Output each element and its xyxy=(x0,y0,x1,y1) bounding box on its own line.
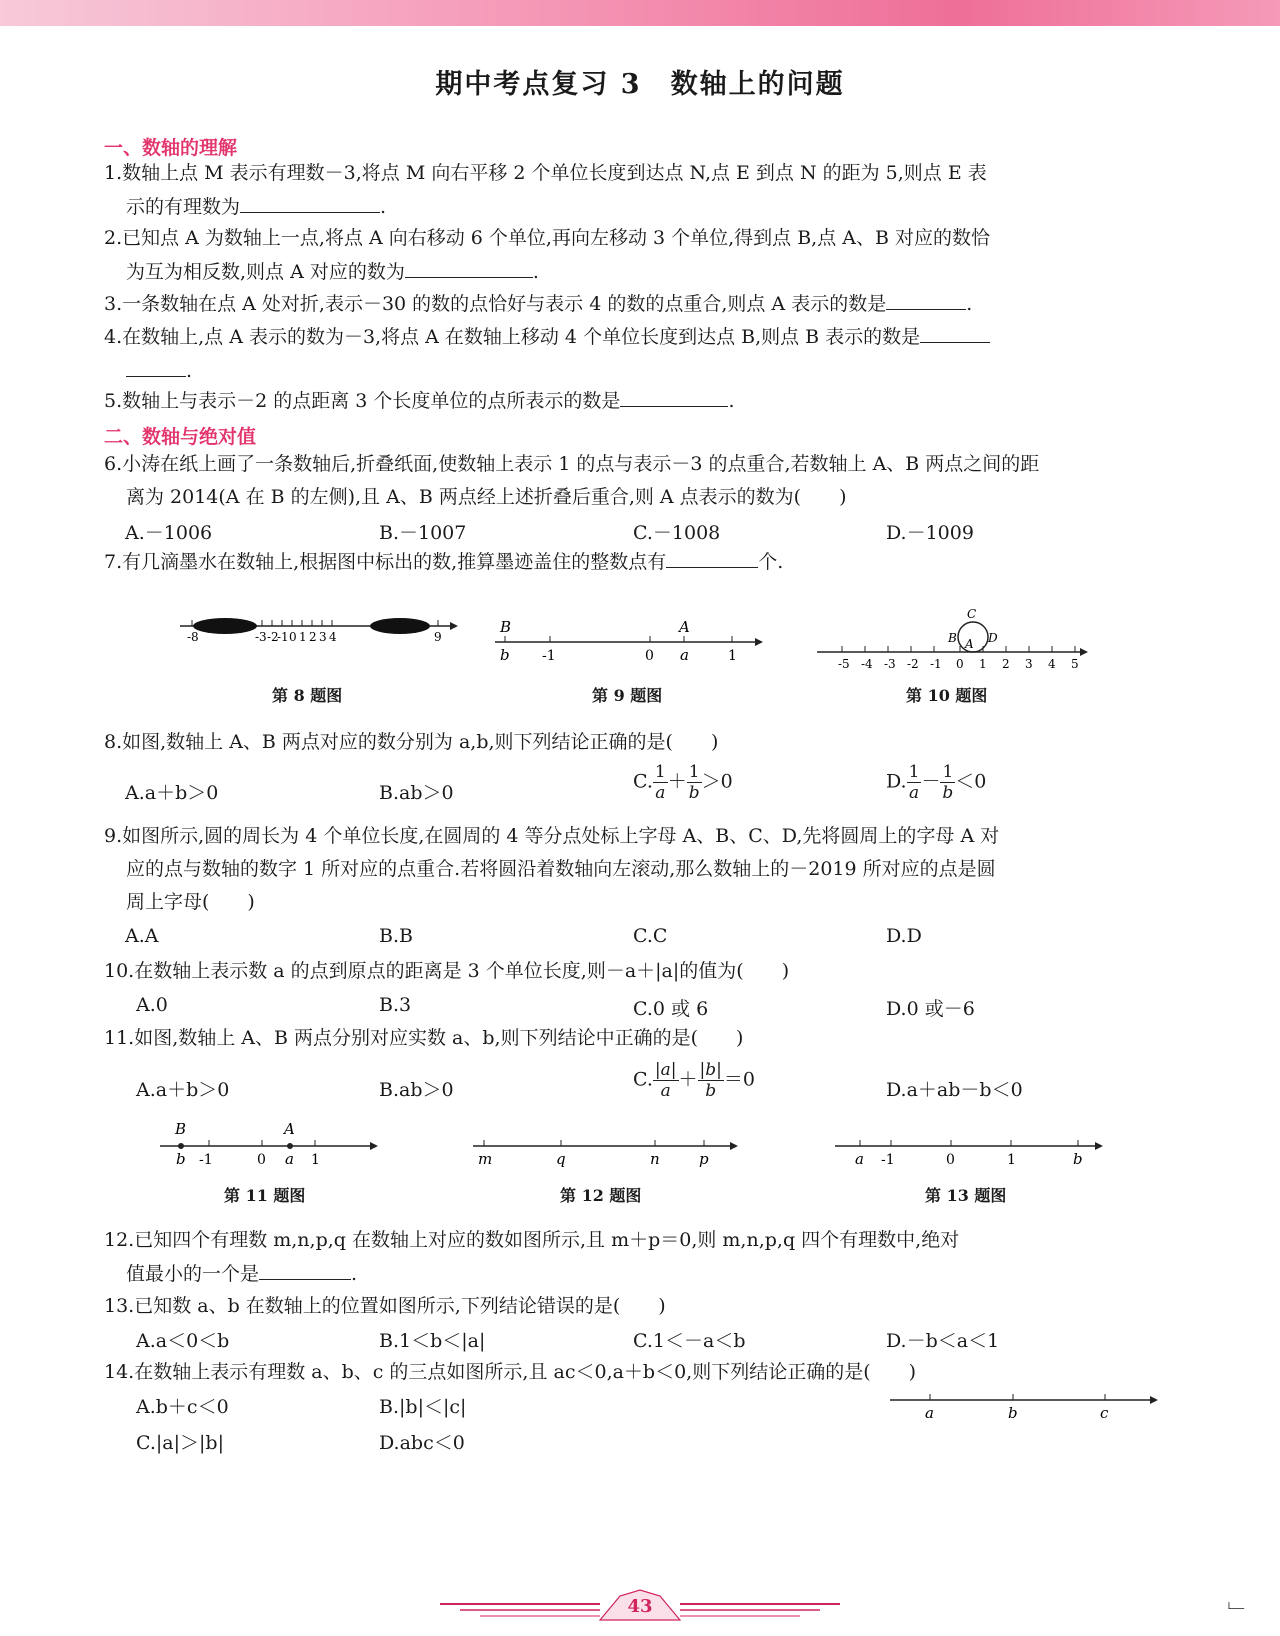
svg-text:-3: -3 xyxy=(884,657,896,670)
q2-line2: 为互为相反数,则点 A 对应的数为 xyxy=(126,261,405,283)
question-11: 11.如图,数轴上 A、B 两点分别对应实数 a、b,则下列结论中正确的是( ) xyxy=(104,1027,744,1049)
svg-text:-1: -1 xyxy=(277,630,289,644)
svg-text:q: q xyxy=(556,1150,566,1168)
svg-text:-1: -1 xyxy=(199,1152,213,1168)
svg-text:A: A xyxy=(679,620,690,636)
question-1: 1.数轴上点 M 表示有理数－3,将点 M 向右平移 2 个单位长度到达点 N,点 E 到点 N 的距为 5,则点 E 表 示的有理数为 . xyxy=(104,162,987,218)
q11-option-d[interactable]: D.a＋ab－b＜0 xyxy=(886,1079,1023,1101)
caption-fig10: 第 10 题图 xyxy=(906,686,988,705)
q1-line1: 1.数轴上点 M 表示有理数－3,将点 M 向右平移 2 个单位长度到达点 N,点 E 到点 N 的距为 5,则点 E 表 xyxy=(104,162,987,184)
q6-option-a[interactable]: A.－1006 xyxy=(125,522,213,544)
svg-text:A: A xyxy=(284,1120,295,1138)
q9-option-a[interactable]: A.A xyxy=(125,925,159,947)
q13-option-a[interactable]: A.a＜0＜b xyxy=(136,1330,230,1352)
svg-text:5: 5 xyxy=(1071,657,1079,670)
svg-text:a: a xyxy=(855,1150,864,1168)
ink-blot-right xyxy=(370,618,430,634)
svg-text:B: B xyxy=(500,620,512,636)
figure-8 xyxy=(170,600,460,660)
figure-12 xyxy=(468,1130,748,1170)
svg-text:A: A xyxy=(965,637,974,651)
svg-text:-1: -1 xyxy=(542,648,556,664)
q6-option-d[interactable]: D.－1009 xyxy=(886,522,974,544)
ink-blot-left xyxy=(193,618,257,634)
q10-option-b[interactable]: B.3 xyxy=(379,994,412,1016)
q13-option-b[interactable]: B.1＜b＜|a| xyxy=(379,1330,486,1352)
svg-text:-1: -1 xyxy=(881,1152,895,1168)
svg-text:-2: -2 xyxy=(907,657,919,670)
q10-option-a[interactable]: A.0 xyxy=(136,994,168,1016)
q4-answer-blank-a[interactable] xyxy=(920,320,990,343)
fig8-label-left: -8 xyxy=(187,630,199,644)
q4-answer-blank-b[interactable] xyxy=(126,354,186,377)
q14-option-d[interactable]: D.abc＜0 xyxy=(379,1432,465,1454)
svg-text:c: c xyxy=(1100,1404,1109,1422)
svg-text:0: 0 xyxy=(946,1152,955,1168)
q14-option-c[interactable]: C.|a|＞|b| xyxy=(136,1432,224,1454)
caption-fig9: 第 9 题图 xyxy=(592,686,663,705)
svg-text:-1: -1 xyxy=(930,657,942,670)
svg-text:C: C xyxy=(967,607,977,621)
corner-mark: ﹂ xyxy=(1228,1602,1251,1627)
svg-text:1: 1 xyxy=(979,657,987,670)
svg-text:b: b xyxy=(500,646,510,664)
question-7: 7.有几滴墨水在数轴上,根据图中标出的数,推算墨迹盖住的整数点有 个. xyxy=(104,545,1164,579)
q1-answer-blank[interactable] xyxy=(240,190,380,213)
question-10: 10.在数轴上表示数 a 的点到原点的距离是 3 个单位长度,则－a＋|a|的值为( ) xyxy=(104,960,790,982)
q5-answer-blank[interactable] xyxy=(620,384,728,407)
q3-answer-blank[interactable] xyxy=(886,287,966,310)
question-9: 9.如图所示,圆的周长为 4 个单位长度,在圆周的 4 等分点处标上字母 A、B、C、D,先将圆周上的字母 A 对 应的点与数轴的数字 1 所对应的点重合.若将圆沿着数轴向左滚动,那么数轴上的－2019 所对应的点是圆 周上字母( ) xyxy=(104,825,1000,913)
q9-option-c[interactable]: C.C xyxy=(633,925,668,947)
section-heading-2: 二、数轴与绝对值 xyxy=(104,426,257,448)
svg-text:n: n xyxy=(650,1150,660,1168)
svg-text:B: B xyxy=(948,631,957,645)
figure-13 xyxy=(830,1130,1110,1170)
svg-text:-3: -3 xyxy=(255,630,267,644)
figure-14 xyxy=(885,1386,1165,1426)
svg-text:-4: -4 xyxy=(861,657,873,670)
question-8: 8.如图,数轴上 A、B 两点对应的数分别为 a,b,则下列结论正确的是( ) xyxy=(104,731,719,753)
question-13: 13.已知数 a、b 在数轴上的位置如图所示,下列结论错误的是( ) xyxy=(104,1295,666,1317)
question-2: 2.已知点 A 为数轴上一点,将点 A 向右移动 6 个单位,再向左移动 3 个单位,得到点 B,点 A、B 对应的数恰 为互为相反数,则点 A 对应的数为 . xyxy=(104,227,990,283)
q8-option-a[interactable]: A.a＋b＞0 xyxy=(125,782,219,804)
caption-fig11: 第 11 题图 xyxy=(224,1186,306,1205)
svg-text:B: B xyxy=(175,1120,187,1138)
svg-text:0: 0 xyxy=(257,1152,266,1168)
caption-fig8: 第 8 题图 xyxy=(272,686,343,705)
q8-option-c[interactable]: C. $\frac{1}{a}$ ＋ $\frac{1}{b}$ ＞0 xyxy=(633,762,733,803)
svg-text:1: 1 xyxy=(299,630,307,644)
svg-text:2: 2 xyxy=(1002,657,1010,670)
svg-text:1: 1 xyxy=(311,1152,320,1168)
svg-text:b: b xyxy=(176,1150,186,1168)
figure-9 xyxy=(490,620,770,670)
svg-text:4: 4 xyxy=(329,630,337,644)
svg-text:0: 0 xyxy=(956,657,964,670)
svg-text:D: D xyxy=(988,631,998,645)
svg-text:2: 2 xyxy=(309,630,317,644)
question-4: 4.在数轴上,点 A 表示的数为－3,将点 A 在数轴上移动 4 个单位长度到达点 B,则点 B 表示的数是 . xyxy=(104,320,1164,388)
q14-option-a[interactable]: A.b＋c＜0 xyxy=(136,1396,229,1418)
q14-option-b[interactable]: B.|b|＜|c| xyxy=(379,1396,467,1418)
q9-option-d[interactable]: D.D xyxy=(886,925,922,947)
question-5: 5.数轴上与表示－2 的点距离 3 个长度单位的点所表示的数是 . xyxy=(104,384,1164,418)
svg-text:b: b xyxy=(1008,1404,1018,1422)
top-color-band xyxy=(0,0,1280,26)
svg-text:1: 1 xyxy=(728,648,737,664)
svg-text:3: 3 xyxy=(1025,657,1033,670)
svg-text:3: 3 xyxy=(319,630,327,644)
page-number: 43 xyxy=(627,1596,653,1617)
q8-option-b[interactable]: B.ab＞0 xyxy=(379,782,454,804)
svg-text:0: 0 xyxy=(289,630,297,644)
q8-option-d[interactable]: D. $\frac{1}{a}$ － $\frac{1}{b}$ ＜0 xyxy=(886,762,987,803)
caption-fig13: 第 13 题图 xyxy=(925,1186,1007,1205)
question-12: 12.已知四个有理数 m,n,p,q 在数轴上对应的数如图所示,且 m＋p＝0,则 m,n,p,q 四个有理数中,绝对 值最小的一个是 . xyxy=(104,1229,960,1285)
q12-answer-blank[interactable] xyxy=(259,1257,351,1280)
figure-11 xyxy=(155,1118,385,1168)
svg-text:m: m xyxy=(478,1150,493,1168)
svg-text:1: 1 xyxy=(1007,1152,1016,1168)
fig8-label-right: 9 xyxy=(434,630,442,644)
question-6: 6.小涛在纸上画了一条数轴后,折叠纸面,使数轴上表示 1 的点与表示－3 的点重合,若数轴上 A、B 两点之间的距 离为 2014(A 在 B 的左侧),且 A、B 两点经上述折叠后重合,则 A 点表示的数为( ) xyxy=(104,453,1040,508)
svg-text:-5: -5 xyxy=(838,657,850,670)
svg-text:4: 4 xyxy=(1048,657,1056,670)
q10-option-d[interactable]: D.0 或－6 xyxy=(886,998,975,1020)
svg-text:a: a xyxy=(285,1150,294,1168)
q9-option-b[interactable]: B.B xyxy=(379,925,413,947)
page-title: 期中考点复习 3 数轴上的问题 xyxy=(435,69,845,100)
q11-option-c[interactable]: C. $\frac{|a|}{a}$ ＋ $\frac{|b|}{b}$ ＝0 xyxy=(633,1060,755,1101)
question-14: 14.在数轴上表示有理数 a、b、c 的三点如图所示,且 ac＜0,a＋b＜0,则下列结论正确的是( ) xyxy=(104,1361,917,1383)
caption-fig12: 第 12 题图 xyxy=(560,1186,642,1205)
svg-text:a: a xyxy=(925,1404,934,1422)
svg-text:p: p xyxy=(699,1150,709,1168)
q2-line1: 2.已知点 A 为数轴上一点,将点 A 向右移动 6 个单位,再向左移动 3 个单位,得到点 B,点 A、B 对应的数恰 xyxy=(104,227,990,249)
q6-option-b[interactable]: B.－1007 xyxy=(379,522,467,544)
svg-text:-2: -2 xyxy=(267,630,279,644)
q13-option-c[interactable]: C.1＜－a＜b xyxy=(633,1330,746,1352)
q13-option-d[interactable]: D.－b＜a＜1 xyxy=(886,1330,1000,1352)
q11-option-a[interactable]: A.a＋b＞0 xyxy=(136,1079,230,1101)
section-heading-1: 一、数轴的理解 xyxy=(104,137,238,159)
svg-text:0: 0 xyxy=(645,648,654,664)
question-3: 3.一条数轴在点 A 处对折,表示－30 的数的点恰好与表示 4 的数的点重合,则点 A 表示的数是 . xyxy=(104,287,1164,321)
svg-text:a: a xyxy=(680,646,689,664)
q6-option-c[interactable]: C.－1008 xyxy=(633,522,721,544)
q1-line2: 示的有理数为 xyxy=(126,196,241,218)
q10-option-c[interactable]: C.0 或 6 xyxy=(633,998,709,1020)
figure-10 xyxy=(812,600,1092,670)
svg-text:b: b xyxy=(1073,1150,1083,1168)
q11-option-b[interactable]: B.ab＞0 xyxy=(379,1079,454,1101)
q2-answer-blank[interactable] xyxy=(405,255,533,278)
q7-answer-blank[interactable] xyxy=(666,545,758,568)
